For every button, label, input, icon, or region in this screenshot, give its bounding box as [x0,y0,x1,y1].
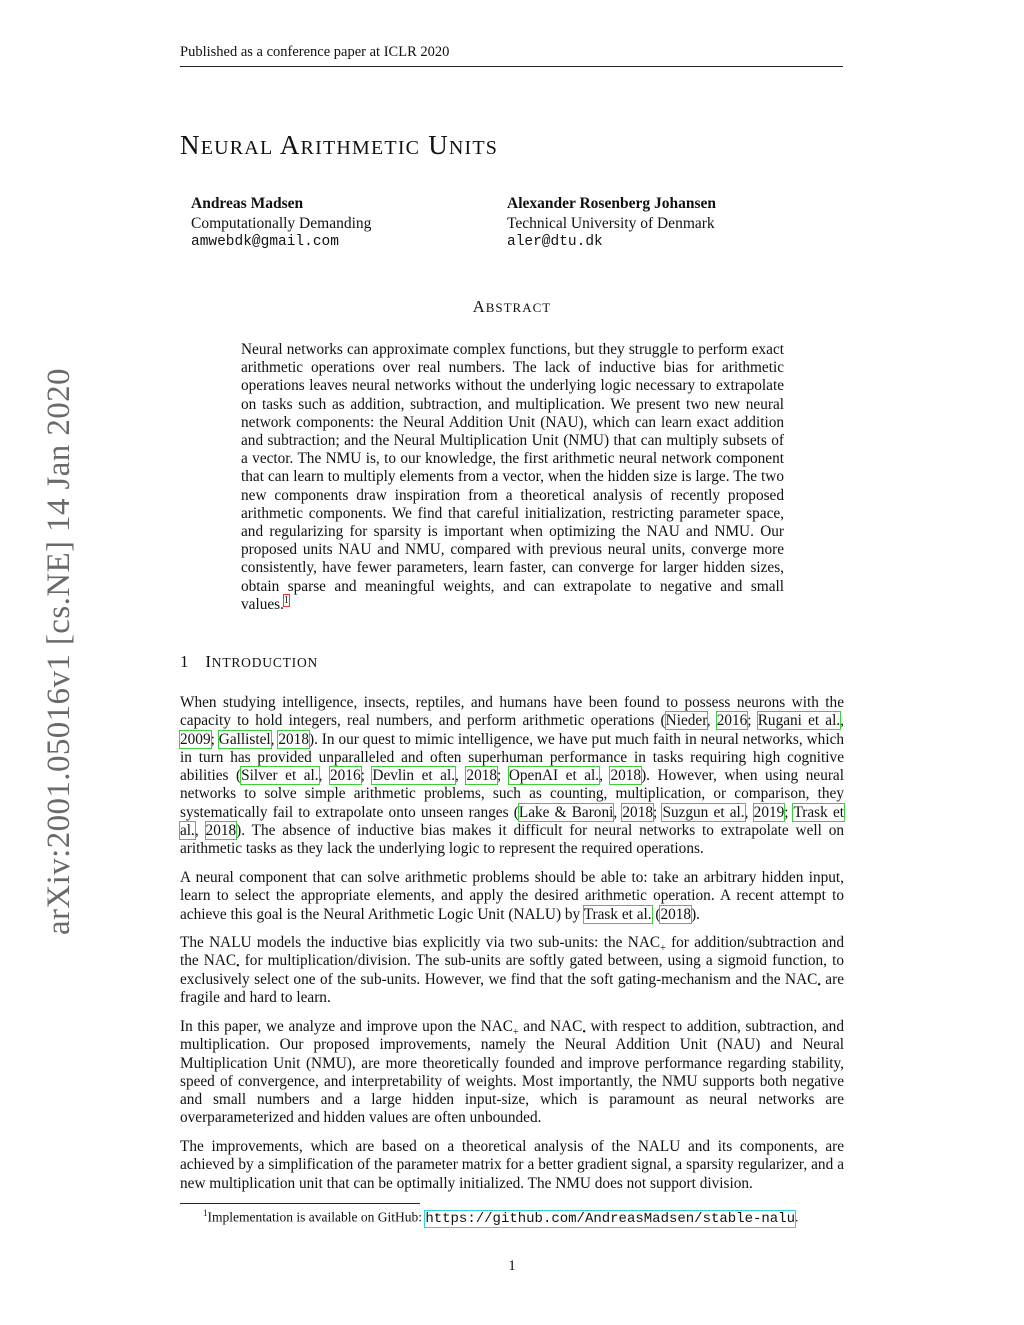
intro-paragraph-3: The NALU models the inductive bias explicitly via two sub-units: the $NAC_+$ for addition/subtraction and the $NAC_•$ for multiplication/division. The sub-units are softly gated between, using a sigmoid function, to exclusively select one of the sub-units. However, we find that the soft gating-mechanism and the $NAC_•$ are fragile and hard to learn. [180,934,845,1006]
citation-link[interactable]: Nieder [665,712,707,730]
author-block-1 [191,194,371,253]
running-header: Published as a conference paper at ICLR 2020 [180,44,450,60]
intro-paragraph-2: A neural component that can solve arithmetic problems should be able to: take an arbitrary hidden input, learn to select the appropriate elements, and apply the desired arithmetic operation. A recent attempt to achieve this goal is the Neural Arithmetic Logic Unit (NALU) by Trask et al. (2018). [180,869,844,923]
intro-paragraph-1: When studying intelligence, insects, reptiles, and humans have been found to possess neurons with the capacity to hold integers, real numbers, and perform arithmetic operations (Nieder, 2016; Rugani et al., 2009; Gallistel, 2018). In our quest to mimic intelligence, we have put much faith in neural networks, which in turn has provided unparalleled and often superhuman performance in tasks requiring high cognitive abilities (Silver et al., 2016; Devlin et al., 2018; OpenAI et al., 2018). However, when using neural networks to solve simple arithmetic problems, such as counting, multiplication, or comparison, they systematically fail to extrapolate onto unseen ranges (Lake & Baroni, 2018; Suzgun et al., 2019; Trask et al., 2018). The absence of inductive bias makes it difficult for neural networks to extrapolate well on arithmetic tasks as they lack the underlying logic to represent the required operations. [180,694,845,858]
author-email[interactable]: aler@dtu.dk [507,234,603,250]
footnote: $^1$Implementation is available on GitHub: https://github.com/AndreasMadsen/stable-nalu. [203,1208,799,1227]
arxiv-stamp: arXiv:2001.05016v1 [cs.NE] 14 Jan 2020 [41,368,77,935]
citation-link[interactable]: OpenAI et al. [508,767,600,785]
citation-link[interactable]: 2018 [622,803,653,821]
citation-link[interactable]: 2019 [753,803,785,821]
citation-link[interactable]: Silver et al. [241,767,319,785]
citation-link[interactable]: 2016 [716,712,748,730]
citation-link[interactable]: Lake & Baroni [518,803,614,821]
author-affiliation: Technical University of Denmark [507,214,715,232]
author-name: Andreas Madsen [191,195,304,212]
author-email[interactable]: amwebdk@gmail.com [191,234,339,250]
abstract-heading: ABSTRACT [472,297,552,316]
intro-paragraph-4: In this paper, we analyze and improve upon the $NAC_+$ and $NAC_•$ with respect to addition, subtraction, and multiplication. Our proposed improvements, namely the Neural Addition Unit (NAU) and Neural Multiplication Unit (NMU), are more theoretically founded and improve performance regarding stability, speed of convergence, and interpretability of weights. Most importantly, the NMU supports both negative and small numbers and a large hidden input-size, which is paramount as neural networks are overparameterized and hidden values are often unbounded. [180,1018,844,1127]
citation-link[interactable]: Devlin et al. [372,767,456,785]
github-link[interactable]: https://github.com/AndreasMadsen/stable-nalu [425,1210,795,1227]
citation-link[interactable]: Gallistel [218,730,271,748]
abstract-body: Neural networks can approximate complex functions, but they struggle to perform exact arithmetic operations over real numbers. The lack of inductive bias for arithmetic operations leaves neural networks without the underlying logic necessary to extrapolate on tasks such as addition, subtraction, and multiplication. We present two new neural network components: the Neural Addition Unit (NAU), which can learn exact addition and subtraction; and the Neural Multiplication Unit (NMU) that can multiply subsets of a vector. The NMU is, to our knowledge, the first arithmetic neural network component that can learn to multiply elements from a vector, when the hidden size is large. The two new components draw inspiration from a theoretical analysis of recently proposed arithmetic components. We find that careful initialization, restricting parameter space, and regularizing for sparsity is important when optimizing the NAU and NMU. Our proposed units NAU and NMU, compared with previous neural units, converge more consistently, have fewer parameters, learn faster, can converge for larger hidden sizes, obtain sparse and meaningful weights, and can extrapolate to negative and small values.$^1$ [241,341,784,613]
citation-link[interactable]: 2009 [180,730,211,748]
page-number: 1 [508,1258,516,1274]
citation-link[interactable]: 2016 [330,767,361,785]
intro-paragraph-5: The improvements, which are based on a theoretical analysis of the NALU and its components, are achieved by a simplification of the parameter matrix for a better gradient signal, a sparsity regularizer, and a new multiplication unit that can be optimally initialized. The NMU does not support division. [180,1138,844,1192]
citation-link[interactable]: 2018 [278,730,309,748]
citation-link[interactable]: Trask et al. [180,803,844,840]
citation-link[interactable]: 2018 [610,767,642,785]
citation-link[interactable]: 2018 [205,822,237,840]
citation-link[interactable]: 2018 [660,905,692,923]
footnote-rule [180,1203,420,1204]
author-block-2 [507,194,716,253]
author-affiliation: Computationally Demanding [191,214,372,232]
header-rule [180,66,843,67]
section-heading-introduction: 1 INTRODUCTION [180,652,319,671]
footnote-link[interactable]: 1 [283,594,289,606]
citation-link[interactable]: Trask et al. [583,905,652,923]
paper-title: NEURAL ARITHMETIC UNITS [180,130,499,160]
author-name: Alexander Rosenberg Johansen [507,195,716,212]
citation-link[interactable]: Suzgun et al. [662,803,745,821]
citation-link[interactable]: 2018 [466,767,498,785]
citation-link[interactable]: Rugani et al. [757,712,841,730]
